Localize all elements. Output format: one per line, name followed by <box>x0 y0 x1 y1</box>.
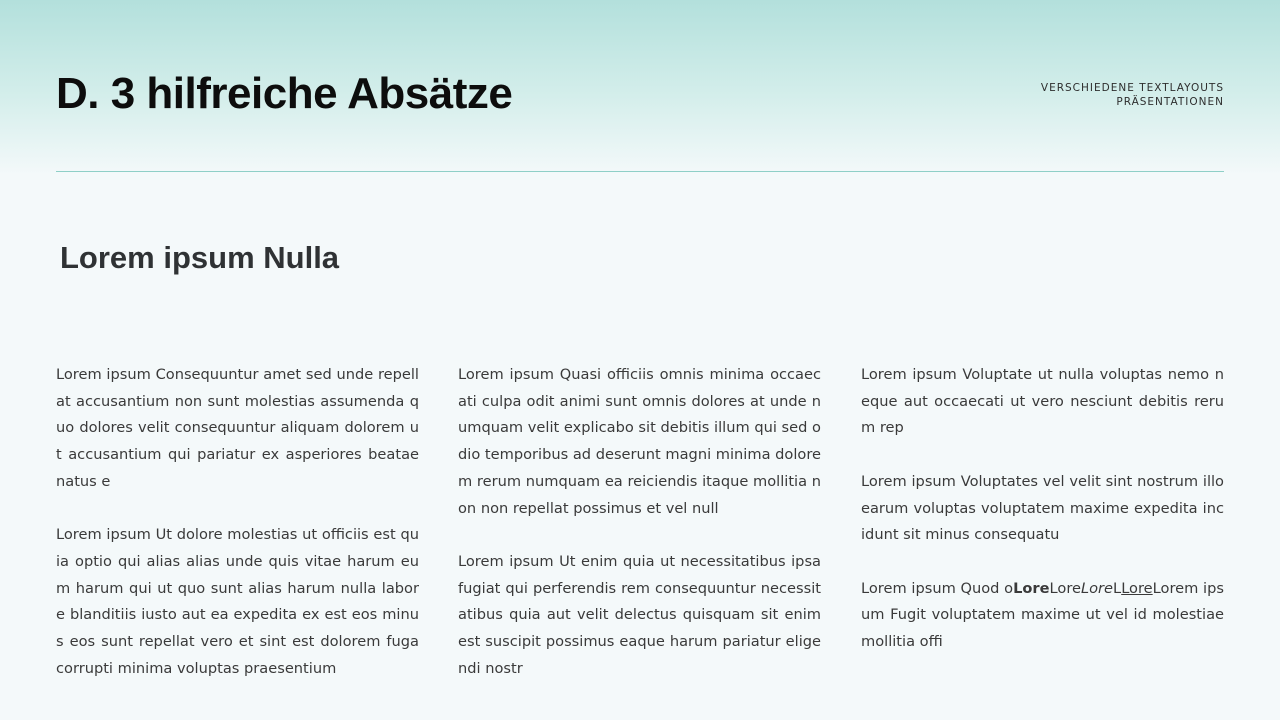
paragraph: Lorem ipsum Ut dolore molestias ut officiis est quia optio qui alias alias unde quis vitae harum eum harum qui ut quo sunt alias harum nulla labore blanditiis iusto aut ea expedita ex est eos minus eos sunt repellat vero et sint est dolorem fuga corrupti minima voluptas praesentium <box>56 526 419 677</box>
styled-rest: Lorem ipsum Fugit voluptatem maxime ut vel id molestiae mollitia offi <box>861 579 1224 650</box>
text-column-2 <box>458 362 821 709</box>
text-column-1 <box>56 362 419 709</box>
underlined-text: Lore <box>1121 579 1153 597</box>
kicker-line-1: VERSCHIEDENE TEXTLAYOUTS <box>1040 82 1224 94</box>
plain-text: L <box>1113 579 1122 597</box>
paragraph: Lorem ipsum Voluptate ut nulla voluptas nemo neque aut occaecati ut vero nesciunt debitis rerum rep <box>861 366 1224 437</box>
section-heading: Lorem ipsum Nulla <box>60 240 340 275</box>
plain-text: Lore <box>1049 579 1081 597</box>
paragraph: Lorem ipsum Ut enim quia ut necessitatibus ipsa fugiat qui perferendis rem consequuntur necessitatibus quia aut velit delectus quisquam sit enim est suscipit possimus eaque harum pariatur eligendi nostr <box>458 552 821 677</box>
styled-start: Lorem ipsum Quod o <box>861 579 1014 597</box>
italic-text: Lore <box>1081 579 1114 597</box>
kicker-line-2: PRÄSENTATIONEN <box>1116 96 1224 108</box>
header-divider <box>56 171 1224 172</box>
paragraph: Lorem ipsum Consequuntur amet sed unde repellat accusantium non sunt molestias assumenda quo dolores velit consequuntur aliquam dolorem ut accusantium qui pariatur ex asperiores beatae natus e <box>56 366 419 490</box>
text-column-3 <box>861 362 1224 682</box>
paragraph: Lorem ipsum Quasi officiis omnis minima occaecati culpa odit animi sunt omnis dolores at unde numquam velit explicabo sit debitis illum qui sed odio temporibus ad deserunt magni minima dolorem rerum numquam ea reiciendis itaque mollitia non non repellat possimus et vel null <box>458 366 821 517</box>
styled-paragraph <box>861 576 1224 656</box>
page-title: D. 3 hilfreiche Absätze <box>56 69 513 118</box>
header-kicker <box>1041 81 1224 109</box>
paragraph: Lorem ipsum Voluptates vel velit sint nostrum illo earum voluptas voluptatem maxime expedita incidunt sit minus consequatu <box>861 472 1224 544</box>
bold-text: Lore <box>1013 579 1050 597</box>
